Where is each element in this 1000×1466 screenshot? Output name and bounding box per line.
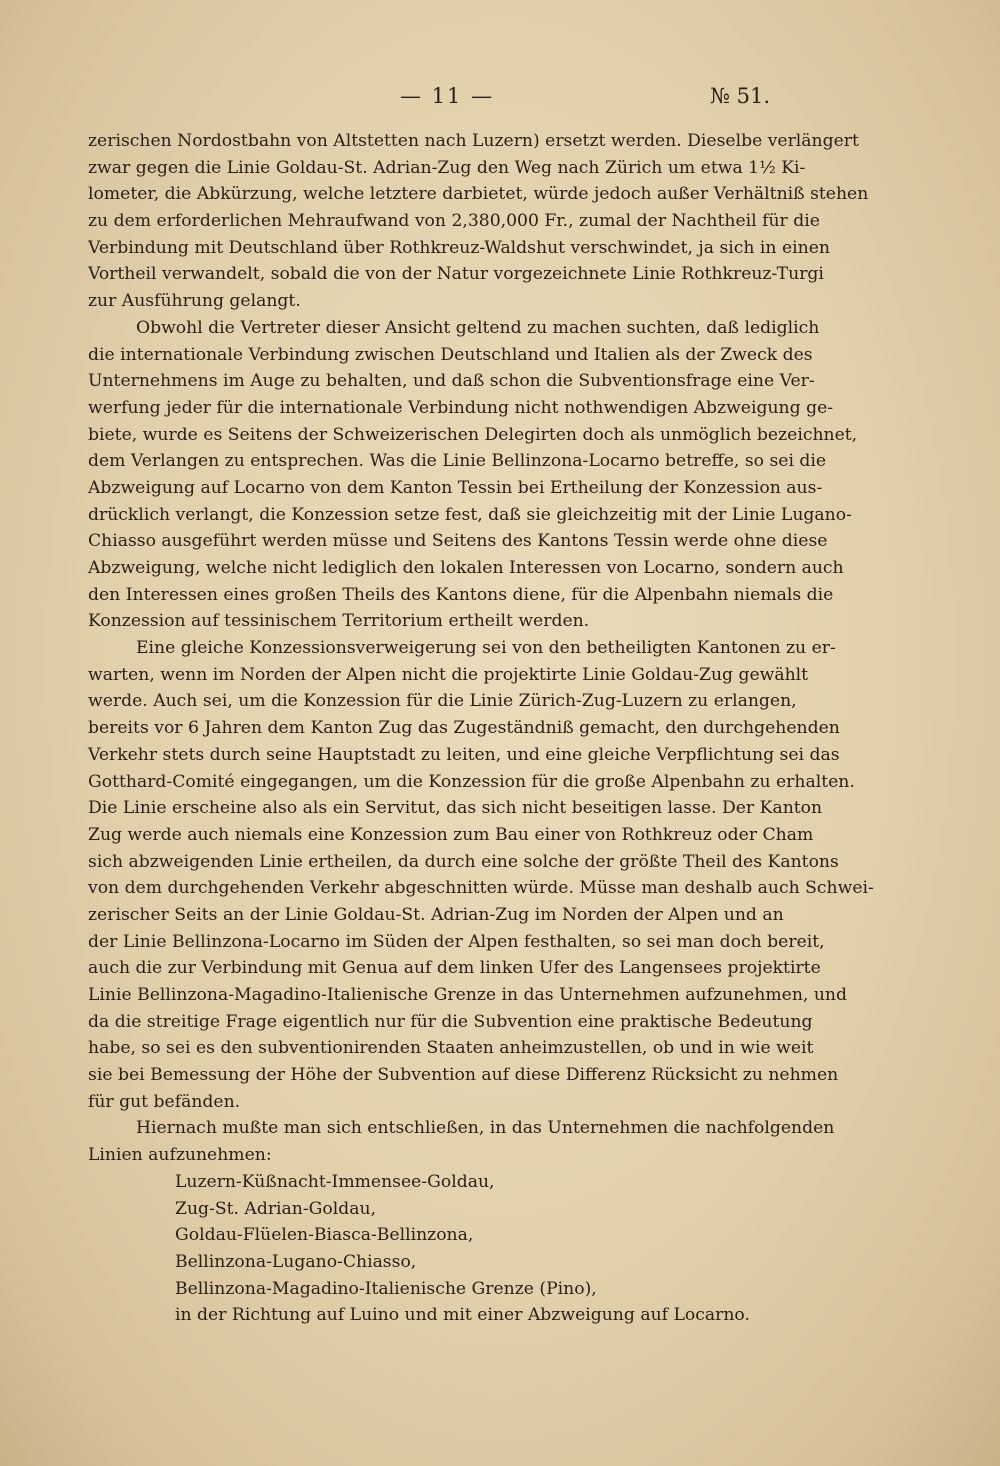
route-list-item: Bellinzona-Lugano-Chiasso, (175, 1251, 417, 1272)
paragraph-start-line: Hiernach mußte man sich entschließen, in das Unternehmen die nachfolgenden (136, 1118, 835, 1139)
paragraph-start-line: Eine gleiche Konzessionsverweigerung sei von den betheiligten Kantonen zu er- (136, 638, 836, 659)
body-text (88, 128, 874, 1329)
route-list-item: Zug-St. Adrian-Goldau, (175, 1198, 377, 1219)
text-line: dem Verlangen zu entsprechen. Was die Linie Bellinzona-Locarno betreffe, so sei die (88, 451, 827, 472)
text-line: Gotthard-Comité eingegangen, um die Konzession für die große Alpenbahn zu erhalten. (88, 771, 855, 792)
paragraph-start-line: Obwohl die Vertreter dieser Ansicht geltend zu machen suchten, daß lediglich (136, 317, 820, 338)
text-line: von dem durchgehenden Verkehr abgeschnitten würde. Müsse man deshalb auch Schwei- (88, 878, 874, 899)
route-list-item: in der Richtung auf Luino und mit einer Abzweigung auf Locarno. (175, 1305, 750, 1326)
text-line: habe, so sei es den subventionirenden Staaten anheimzustellen, ob und in wie weit (88, 1038, 814, 1059)
text-line: werde. Auch sei, um die Konzession für die Linie Zürich-Zug-Luzern zu erlangen, (88, 691, 797, 712)
page-header (88, 84, 770, 114)
text-line: Linie Bellinzona-Magadino-Italienische Grenze in das Unternehmen aufzunehmen, und (88, 985, 847, 1005)
text-line: die internationale Verbindung zwischen Deutschland und Italien als der Zweck des (88, 344, 813, 365)
text-line: zwar gegen die Linie Goldau-St. Adrian-Zug den Weg nach Zürich um etwa 1½ Ki- (88, 157, 806, 178)
route-list-item: Bellinzona-Magadino-Italienische Grenze (Pino), (175, 1278, 597, 1299)
text-line: zu dem erforderlichen Mehraufwand von 2,380,000 Fr., zumal der Nachtheil für die (88, 211, 820, 232)
text-line: da die streitige Frage eigentlich nur für die Subvention eine praktische Bedeutung (88, 1011, 813, 1032)
text-line: Linien aufzunehmen: (88, 1145, 272, 1166)
text-line: zur Ausführung gelangt. (88, 291, 301, 312)
text-line: zerischer Seits an der Linie Goldau-St. Adrian-Zug im Norden der Alpen und an (88, 904, 784, 925)
text-line: Verbindung mit Deutschland über Rothkreuz-Waldshut verschwindet, ja sich in einen (88, 237, 830, 258)
page-number: — 11 — (400, 84, 495, 108)
text-line: drücklich verlangt, die Konzession setze fest, daß sie gleichzeitig mit der Linie Lugano- (88, 504, 852, 525)
document-number: № 51. (710, 84, 770, 108)
text-line: für gut befänden. (88, 1091, 241, 1112)
text-line: Vortheil verwandelt, sobald die von der Natur vorgezeichnete Linie Rothkreuz-Turgi (88, 264, 824, 285)
text-line: werfung jeder für die internationale Verbindung nicht nothwendigen Abzweigung ge- (88, 397, 834, 418)
text-line: der Linie Bellinzona-Locarno im Süden der Alpen festhalten, so sei man doch bereit, (88, 931, 825, 952)
route-list-item: Goldau-Flüelen-Biasca-Bellinzona, (175, 1225, 474, 1246)
text-line: Unternehmens im Auge zu behalten, und daß schon die Subventionsfrage eine Ver- (88, 371, 815, 392)
text-line: lometer, die Abkürzung, welche letztere darbietet, würde jedoch außer Verhältniß stehen (88, 184, 869, 205)
text-line: Abzweigung, welche nicht lediglich den lokalen Interessen von Locarno, sondern auch (88, 558, 844, 578)
text-line: sich abzweigenden Linie ertheilen, da durch eine solche der größte Theil des Kantons (88, 851, 839, 872)
text-line: warten, wenn im Norden der Alpen nicht die projektirte Linie Goldau-Zug gewählt (88, 664, 809, 685)
text-line: Abzweigung auf Locarno von dem Kanton Tessin bei Ertheilung der Konzession aus- (88, 477, 823, 498)
text-line: bereits vor 6 Jahren dem Kanton Zug das Zugeständniß gemacht, den durchgehenden (88, 718, 840, 739)
route-list-item: Luzern-Küßnacht-Immensee-Goldau, (175, 1171, 495, 1192)
text-line: Chiasso ausgeführt werden müsse und Seitens des Kantons Tessin werde ohne diese (88, 531, 828, 552)
text-line: zerischen Nordostbahn von Altstetten nach Luzern) ersetzt werden. Dieselbe verlängert (88, 131, 859, 151)
text-line: Verkehr stets durch seine Hauptstadt zu leiten, und eine gleiche Verpflichtung sei das (88, 744, 840, 765)
text-line: Konzession auf tessinischem Territorium ertheilt werden. (88, 611, 590, 632)
text-line: Die Linie erscheine also als ein Servitut, das sich nicht beseitigen lasse. Der Kanton (88, 798, 823, 819)
text-line: Zug werde auch niemals eine Konzession zum Bau einer von Rothkreuz oder Cham (88, 824, 814, 845)
text-line: den Interessen eines großen Theils des Kantons diene, für die Alpenbahn niemals die (88, 584, 834, 605)
text-line: biete, wurde es Seitens der Schweizerischen Delegirten doch als unmöglich bezeichnet, (88, 424, 858, 445)
text-line: sie bei Bemessung der Höhe der Subvention auf diese Differenz Rücksicht zu nehmen (88, 1065, 839, 1086)
text-line: auch die zur Verbindung mit Genua auf dem linken Ufer des Langensees projektirte (88, 958, 821, 979)
